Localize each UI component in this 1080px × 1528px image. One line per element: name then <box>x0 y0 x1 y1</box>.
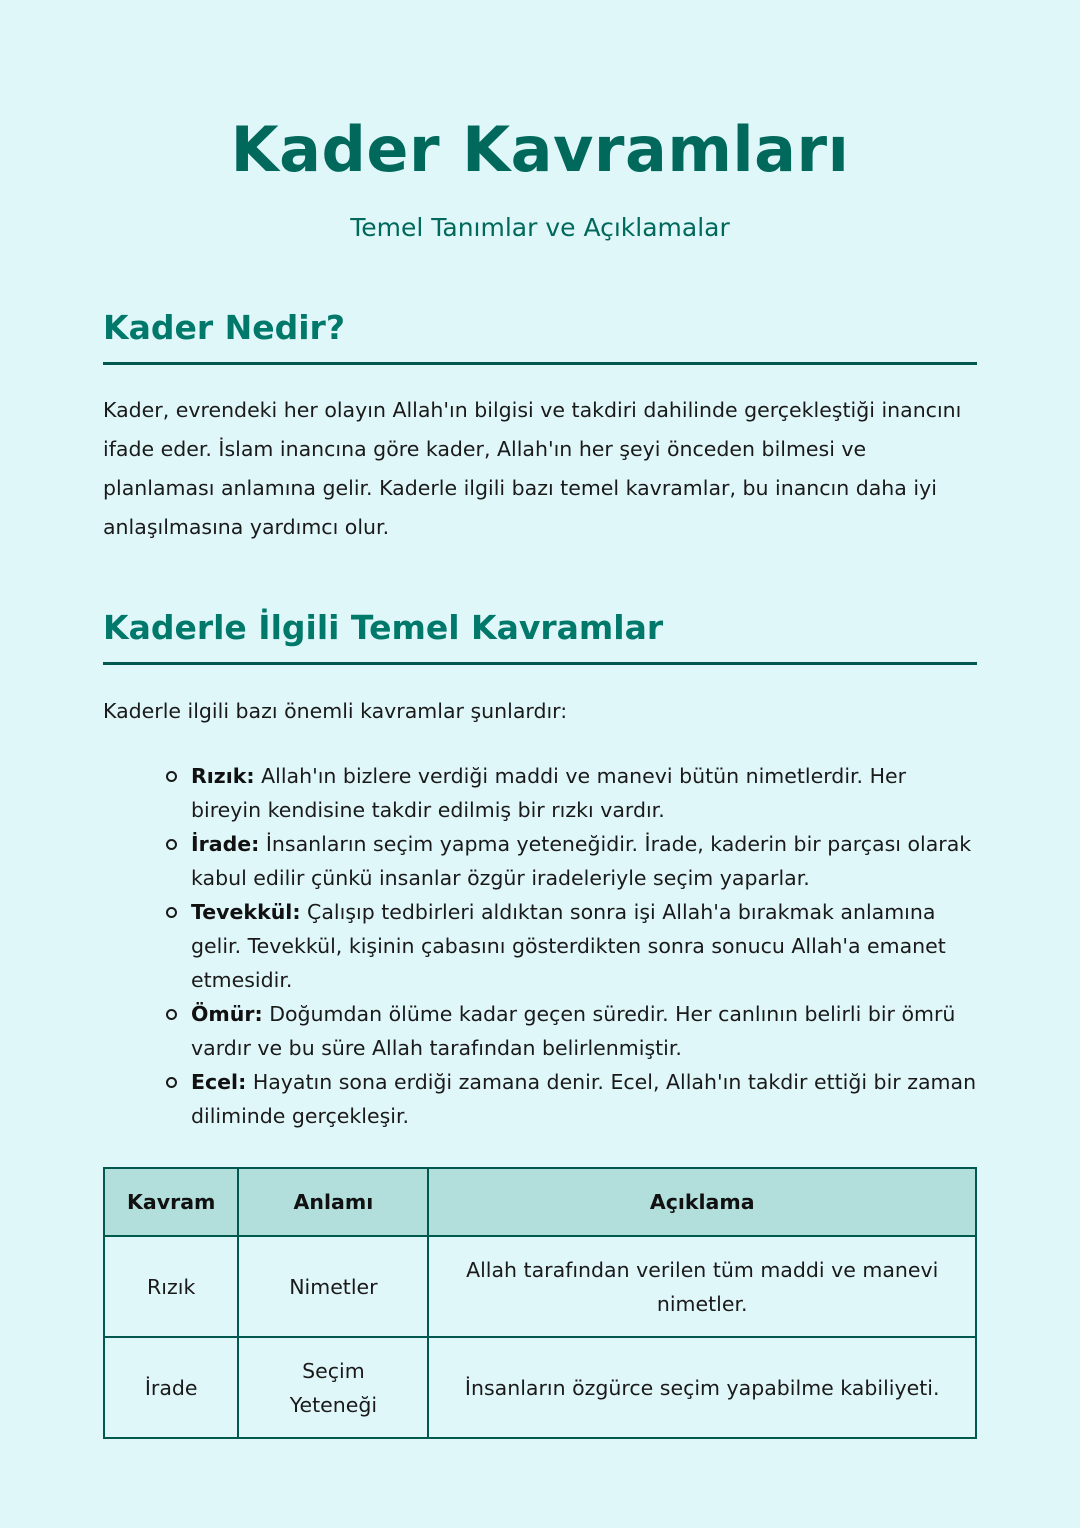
list-item-rizik <box>191 759 981 827</box>
concept-list <box>191 759 981 1133</box>
cell-kavram: İrade <box>104 1337 238 1438</box>
circle-bullet-icon <box>166 907 177 918</box>
cell-anlami: Nimetler <box>238 1236 428 1337</box>
section-heading-temel-kavramlar: Kaderle İlgili Temel Kavramlar <box>103 606 977 665</box>
list-item-tevekkul <box>191 895 981 997</box>
page-title: Kader Kavramları <box>230 113 850 186</box>
table-row <box>104 1337 976 1438</box>
term-label: Ecel: <box>191 1070 247 1094</box>
term-description: Allah'ın bizlere verdiği maddi ve manevi bütün nimetlerdir. Her bireyin kendisine takdir edilmiş bir rızkı vardır. <box>191 764 907 822</box>
table-header-row <box>104 1168 976 1236</box>
cell-aciklama: İnsanların özgürce seçim yapabilme kabiliyeti. <box>428 1337 976 1438</box>
term-description: Hayatın sona erdiği zamana denir. Ecel, Allah'ın takdir ettiği bir zaman diliminde gerçekleşir. <box>191 1070 977 1128</box>
term-label: Ömür: <box>191 1002 263 1026</box>
list-item-ecel <box>191 1065 981 1133</box>
term-label: Rızık: <box>191 764 255 788</box>
page-subtitle: Temel Tanımlar ve Açıklamalar <box>350 213 730 242</box>
concept-table <box>103 1167 977 1439</box>
term-label: İrade: <box>191 832 260 856</box>
intro-paragraph: Kader, evrendeki her olayın Allah'ın bilgisi ve takdiri dahilinde gerçekleştiği inancını ifade eder. İslam inancına göre kader, Allah'ın her şeyi önceden bilmesi ve planlaması anlamına gelir. Kaderle ilgili bazı temel kavramlar, bu inancın daha iyi anlaşılmasına yardımcı olur. <box>103 398 962 539</box>
circle-bullet-icon <box>166 1009 177 1020</box>
list-item-omur <box>191 997 981 1065</box>
cell-kavram: Rızık <box>104 1236 238 1337</box>
column-header-aciklama: Açıklama <box>428 1168 976 1236</box>
term-description: İnsanların seçim yapma yeteneğidir. İrade, kaderin bir parçası olarak kabul edilir çünkü insanlar özgür iradeleriyle seçim yaparlar. <box>191 832 972 890</box>
cell-anlami: Seçim Yeteneği <box>238 1337 428 1438</box>
list-item-irade <box>191 827 981 895</box>
table-row <box>104 1236 976 1337</box>
term-label: Tevekkül: <box>191 900 301 924</box>
section-heading-kader-nedir: Kader Nedir? <box>103 306 977 365</box>
list-lead-text: Kaderle ilgili bazı önemli kavramlar şunlardır: <box>103 699 568 723</box>
term-description: Çalışıp tedbirleri aldıktan sonra işi Allah'a bırakmak anlamına gelir. Tevekkül, kişinin çabasını gösterdikten sonra sonucu Allah'a emanet etmesidir. <box>191 900 946 992</box>
cell-aciklama: Allah tarafından verilen tüm maddi ve manevi nimetler. <box>428 1236 976 1337</box>
circle-bullet-icon <box>166 1077 177 1088</box>
circle-bullet-icon <box>166 839 177 850</box>
column-header-kavram: Kavram <box>104 1168 238 1236</box>
column-header-anlami: Anlamı <box>238 1168 428 1236</box>
circle-bullet-icon <box>166 771 177 782</box>
term-description: Doğumdan ölüme kadar geçen süredir. Her canlının belirli bir ömrü vardır ve bu süre Allah tarafından belirlenmiştir. <box>191 1002 956 1060</box>
